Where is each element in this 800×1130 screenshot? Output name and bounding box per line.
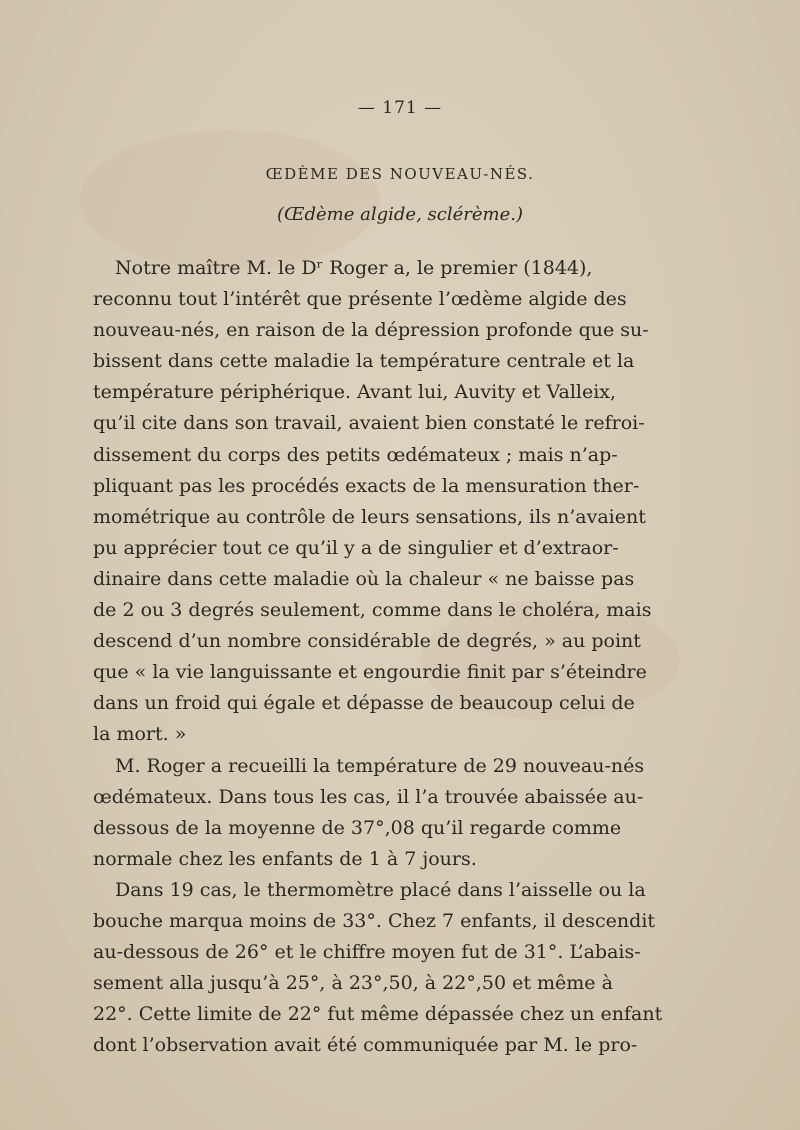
paper-stain bbox=[80, 130, 380, 270]
section-heading: ŒDÈME DES NOUVEAU-NÉS. bbox=[265, 165, 535, 183]
text-line: sement alla jusqu’à 25°, à 23°,50, à 22°,50 et même à bbox=[93, 972, 613, 995]
text-line: qu’il cite dans son travail, avaient bien constaté le refroi- bbox=[93, 412, 645, 435]
text-line: dont l’observation avait été communiquée par M. le pro- bbox=[93, 1034, 638, 1057]
text-line: Dans 19 cas, le thermomètre placé dans l’aisselle ou la bbox=[115, 878, 646, 901]
text-line: mométrique au contrôle de leurs sensations, ils n’avaient bbox=[93, 505, 646, 528]
text-line: dans un froid qui égale et dépasse de beaucoup celui de bbox=[93, 692, 635, 715]
text-line: pliquant pas les procédés exacts de la mensuration ther- bbox=[93, 474, 640, 497]
text-line: descend d’un nombre considérable de degrés, » au point bbox=[93, 630, 641, 653]
text-line: que « la vie languissante et engourdie finit par s’éteindre bbox=[93, 661, 647, 684]
body-text bbox=[93, 253, 663, 1061]
text-line: dissement du corps des petits œdémateux ; mais n’ap- bbox=[93, 443, 618, 466]
text-line: bouche marqua moins de 33°. Chez 7 enfants, il descendit bbox=[93, 909, 656, 932]
text-line: Notre maître M. le Dʳ Roger a, le premier (1844), bbox=[115, 257, 593, 279]
text-line: pu apprécier tout ce qu’il y a de singulier et d’extraor- bbox=[93, 536, 619, 559]
text-line: nouveau-nés, en raison de la dépression profonde que su- bbox=[93, 319, 649, 342]
text-line: la mort. » bbox=[93, 723, 187, 746]
text-line: M. Roger a recueilli la température de 29 nouveau-nés bbox=[115, 754, 645, 777]
text-line: dessous de la moyenne de 37°,08 qu’il regarde comme bbox=[93, 816, 622, 839]
text-line: normale chez les enfants de 1 à 7 jours. bbox=[93, 847, 477, 870]
text-line: 22°. Cette limite de 22° fut même dépassée chez un enfant bbox=[93, 1003, 663, 1026]
text-line: température périphérique. Avant lui, Auvity et Valleix, bbox=[93, 381, 617, 404]
text-line: de 2 ou 3 degrés seulement, comme dans le choléra, mais bbox=[93, 599, 652, 622]
text-line: au-dessous de 26° et le chiffre moyen fut de 31°. L’abais- bbox=[93, 941, 641, 964]
text-line: bissent dans cette maladie la température centrale et la bbox=[93, 350, 635, 373]
page-number: — 171 — bbox=[357, 98, 443, 118]
text-line: dinaire dans cette maladie où la chaleur « ne baisse pas bbox=[93, 567, 635, 590]
text-line: œdémateux. Dans tous les cas, il l’a trouvée abaissée au- bbox=[93, 785, 644, 808]
section-subheading: (Œdème algide, sclérème.) bbox=[277, 204, 523, 225]
text-line: reconnu tout l’intérêt que présente l’œdème algide des bbox=[93, 288, 627, 311]
